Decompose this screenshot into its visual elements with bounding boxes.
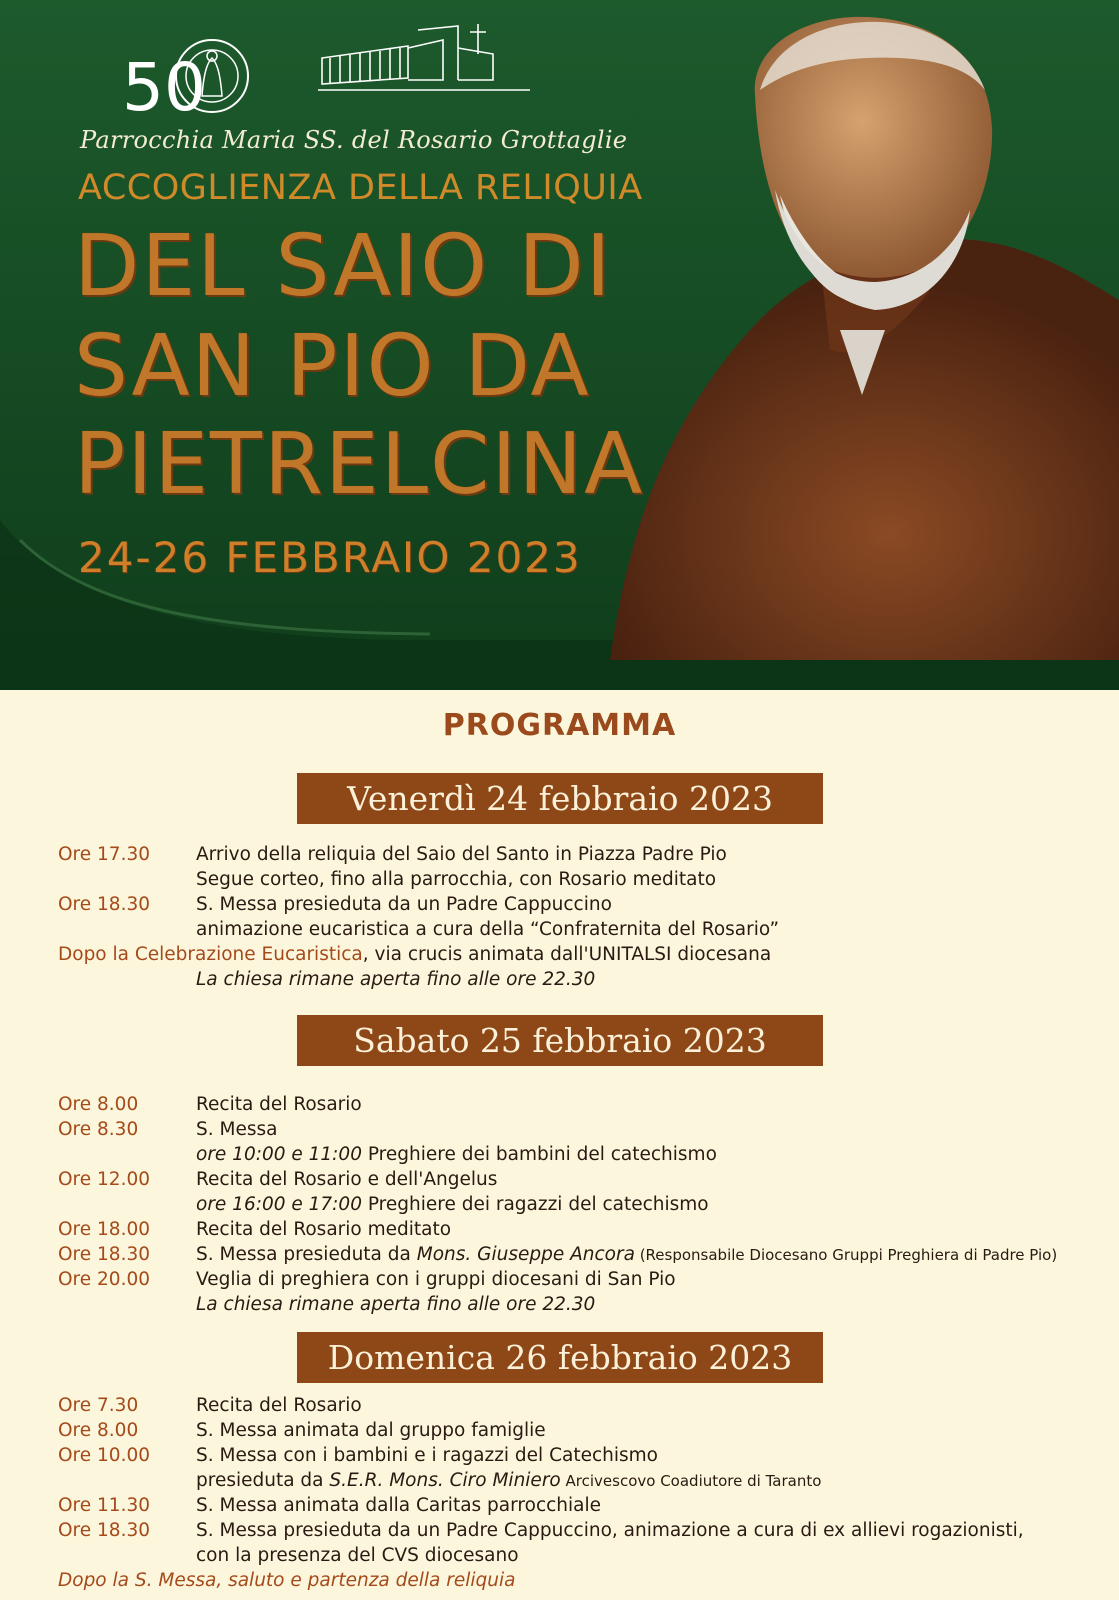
schedule-text: Preghiere dei bambini del catechismo — [361, 1144, 717, 1165]
schedule-time: Ore 8.00 — [58, 1094, 139, 1115]
schedule-time: Ore 20.00 — [58, 1269, 150, 1290]
schedule-lead: Dopo la Celebrazione Eucaristica — [58, 944, 363, 965]
schedule-text: , via crucis animata dall'UNITALSI diocesana — [362, 944, 772, 965]
schedule-row — [0, 1167, 1119, 1192]
schedule-row — [0, 1142, 1119, 1167]
schedule-row — [0, 892, 1119, 917]
schedule-em: ore 16:00 e 17:00 — [196, 1194, 362, 1215]
schedule-row — [0, 1242, 1119, 1267]
schedule-text: S. Messa presieduta da un Padre Cappuccino — [196, 894, 612, 915]
schedule-row — [0, 917, 1119, 942]
header-banner — [0, 0, 1119, 690]
schedule-text: S. Messa — [196, 1119, 278, 1140]
schedule-time: Ore 10.00 — [58, 1445, 150, 1466]
schedule-row — [0, 1292, 1119, 1317]
schedule-time: Ore 18.30 — [58, 1520, 150, 1541]
schedule-text: con la presenza del CVS diocesano — [196, 1545, 519, 1566]
schedule-time: Ore 18.30 — [58, 894, 150, 915]
schedule-small: (Responsabile Diocesano Gruppi Preghiera di Padre Pio) — [634, 1246, 1058, 1264]
event-title-line-2: SAN PIO DA — [74, 317, 591, 416]
schedule-time: Ore 8.30 — [58, 1119, 139, 1140]
program-heading: PROGRAMMA — [442, 708, 677, 743]
event-title-line-1: DEL SAIO DI — [74, 217, 613, 316]
schedule-row — [0, 967, 1119, 992]
schedule-row — [0, 842, 1119, 867]
schedule-text: Preghiere dei ragazzi del catechismo — [361, 1194, 709, 1215]
schedule-text: animazione eucaristica a cura della “Confraternita del Rosario” — [196, 919, 780, 940]
day-banner-saturday: Sabato 25 febbraio 2023 — [297, 1015, 823, 1066]
day-banner-sunday: Domenica 26 febbraio 2023 — [297, 1332, 823, 1383]
event-dates: 24-26 FEBBRAIO 2023 — [78, 533, 582, 582]
schedule-closing: Dopo la S. Messa, saluto e partenza della reliquia — [58, 1570, 516, 1591]
schedule-text: Recita del Rosario e dell'Angelus — [196, 1169, 498, 1190]
schedule-text: Arrivo della reliquia del Saio del Santo in Piazza Padre Pio — [196, 844, 727, 865]
schedule-time: Ore 18.00 — [58, 1219, 150, 1240]
schedule-em: S.E.R. Mons. Ciro Miniero — [329, 1470, 561, 1491]
church-building-drawing — [318, 18, 530, 98]
schedule-em: Mons. Giuseppe Ancora — [416, 1244, 635, 1265]
schedule-text: Recita del Rosario — [196, 1395, 362, 1416]
schedule-time: Ore 11.30 — [58, 1495, 150, 1516]
schedule-note: La chiesa rimane aperta fino alle ore 22.30 — [196, 969, 596, 990]
schedule-time: Ore 17.30 — [58, 844, 150, 865]
event-title-line-3: PIETRELCINA — [74, 415, 645, 514]
schedule-row — [0, 1568, 1119, 1593]
schedule-text: Segue corteo, fino alla parrocchia, con Rosario meditato — [196, 869, 717, 890]
schedule-time: Ore 18.30 — [58, 1244, 150, 1265]
schedule-time: Ore 8.00 — [58, 1420, 139, 1441]
schedule-row — [0, 1443, 1119, 1468]
schedule-row — [0, 1217, 1119, 1242]
schedule-note: La chiesa rimane aperta fino alle ore 22.30 — [196, 1294, 596, 1315]
schedule-text: S. Messa animata dalla Caritas parrocchiale — [196, 1495, 602, 1516]
schedule-row — [0, 1493, 1119, 1518]
schedule-row — [0, 1192, 1119, 1217]
schedule-text: S. Messa presieduta da — [196, 1244, 417, 1265]
schedule-em: ore 10:00 e 11:00 — [196, 1144, 362, 1165]
schedule-row — [0, 1393, 1119, 1418]
event-subtitle: ACCOGLIENZA DELLA RELIQUIA — [78, 168, 643, 208]
schedule-text: Veglia di preghiera con i gruppi diocesani di San Pio — [196, 1269, 676, 1290]
schedule-text: S. Messa presieduta da un Padre Cappuccino, animazione a cura di ex allievi rogazionisti, — [196, 1520, 1024, 1541]
schedule-row — [0, 1468, 1119, 1493]
schedule-text: Recita del Rosario meditato — [196, 1219, 452, 1240]
schedule-row — [0, 1543, 1119, 1568]
logo-number: 50 — [122, 49, 206, 120]
schedule-small: Arcivescovo Coadiutore di Taranto — [560, 1472, 822, 1490]
schedule-time: Ore 12.00 — [58, 1169, 150, 1190]
parish-name: Parrocchia Maria SS. del Rosario Grottaglie — [80, 126, 628, 154]
schedule-text: S. Messa animata dal gruppo famiglie — [196, 1420, 546, 1441]
schedule-text: Recita del Rosario — [196, 1094, 362, 1115]
schedule-row — [0, 1092, 1119, 1117]
schedule-row — [0, 1518, 1119, 1543]
schedule-row — [0, 1418, 1119, 1443]
schedule-row — [0, 867, 1119, 892]
anniversary-logo — [120, 30, 260, 120]
padre-pio-portrait — [600, 0, 1119, 660]
schedule-row — [0, 1117, 1119, 1142]
schedule-text: S. Messa con i bambini e i ragazzi del Catechismo — [196, 1445, 658, 1466]
schedule-row — [0, 1267, 1119, 1292]
schedule-row — [0, 942, 1119, 967]
schedule-time: Ore 7.30 — [58, 1395, 139, 1416]
day-banner-friday: Venerdì 24 febbraio 2023 — [297, 773, 823, 824]
schedule-text: presieduta da — [196, 1470, 330, 1491]
